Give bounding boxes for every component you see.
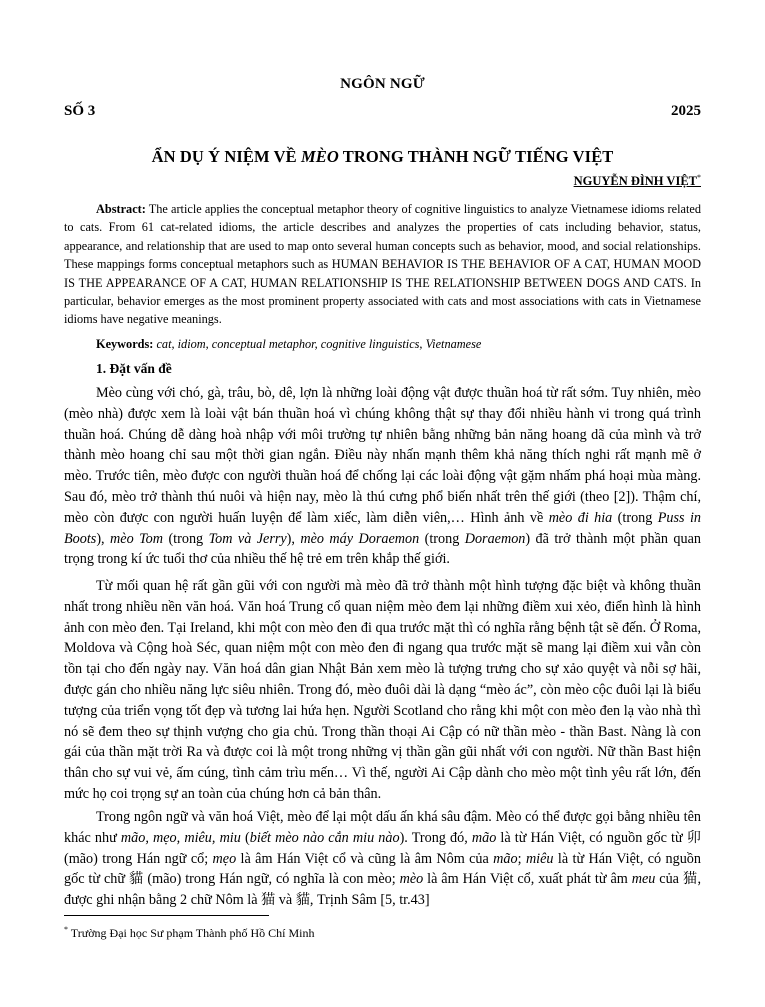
footnote-divider [64,915,269,916]
p3-italic-4: mẹo [212,850,237,867]
author-name-text: NGUYỄN ĐÌNH VIỆT [573,174,697,189]
issue-year: 2025 [671,103,701,119]
body-paragraph-1 [64,383,701,570]
body-paragraph-3 [64,807,701,911]
keywords-text: cat, idiom, conceptual metaphor, cognitive linguistics, Vietnamese [153,337,482,351]
abstract-label: Abstract: [96,202,146,216]
abstract [64,200,701,329]
p3-italic-7: mèo [399,871,424,888]
abstract-text: The article applies the conceptual metaphor theory of cognitive linguistics to analyze Vietnamese idioms related to cats. From 61 cat-related idioms, the article describes and analyzes the properties of cats including behavior, status, appearance, and relationship that are used to map onto several human concepts such as behavior, mood, and social relationships. These mappings forms conceptual metaphors such as HUMAN BEHAVIOR IS THE BEHAVIOR OF A CAT, HUMAN MOOD IS THE APPEARANCE OF A CAT, HUMAN RELATIONSHIP IS THE RELATIONSHIP BETWEEN DOGS AND CATS. In particular, behavior emerges as the most prominent property associated with cats and most associations with cats in Vietnamese idioms have negative meanings. [64,202,701,327]
p3-text-g: là từ Hán Việt, có nguồn gốc từ chữ 貓 (mão) trong Hán ngữ, có nghĩa là con mèo; [64,850,701,888]
p1-text-c: ), [96,530,111,547]
p3-italic-6: miêu [525,850,554,867]
p3-italic-5: mão [493,850,518,867]
title-part-1: ẨN DỤ Ý NIỆM VỀ [151,147,301,166]
p3-italic-1: mão, mẹo, miêu, miu [120,829,241,846]
author-name [574,173,701,189]
p1-italic-1: mèo đi hia [548,509,613,526]
p1-italic-3: mèo Tom [110,530,164,547]
title-part-3: TRONG THÀNH NGỮ TIẾNG VIỆT [338,147,614,166]
p3-text-j: của 猫, được ghi nhận bằng 2 chữ Nôm là 猫 và 貓, Trịnh Sâm [5, tr.43] [64,871,701,909]
p1-text-g: ) đã trở thành một phần quan trọng trong kí ức tuổi thơ của nhiều thế hệ trẻ em trên khắp thế giới. [64,530,701,568]
p1-text-f: (trong [419,530,465,547]
journal-name: NGÔN NGỮ [340,76,425,92]
keywords-label: Keywords: [96,337,154,351]
p1-italic-5: mèo máy Doraemon [300,530,420,547]
title-part-2: MÈO [300,147,339,166]
p1-italic-2: Puss in Boots [64,509,701,547]
p1-text-a: Mèo cùng với chó, gà, trâu, bò, dê, lợn là những loài động vật được thuần hoá từ rất sớm. Tuy nhiên, mèo (mèo nhà) được xem là loài vật bán thuần hoá vì chúng không thật sự thay đổi nhiều hành vi trong quá trình thuần hoá. Chúng dễ dàng hoà nhập với môi trường tự nhiên bằng những bản năng hoang dã của mình và trở thành mèo hoang chỉ sau một thời gian ngắn. Điều này nhấn mạnh thêm khả năng thích nghi rất mạnh mẽ ở mèo. Trước tiên, mèo được con người thuần hoá để chống lại các loài động vật gặm nhấm phá hoại mùa màng. Sau đó, mèo trở thành thú nuôi và hiện nay, mèo là thú cưng phổ biến nhất trên thế giới (theo [2]). Thậm chí, mèo còn được con người huấn luyện để làm xiếc, làm diễn viên,… Hình ảnh về [64,385,701,526]
footnote-text: Trường Đại học Sư phạm Thành phố Hồ Chí Minh [68,926,315,940]
section-heading: 1. Đặt vấn đề [96,361,172,376]
footnote [64,925,314,941]
keywords [96,337,481,352]
p1-italic-6: Doraemon [464,530,526,547]
p3-text-b: ( [240,829,250,846]
article-title [64,147,701,167]
p1-text-d: (trong [163,530,209,547]
p3-text-d: là từ Hán Việt, có nguồn gốc từ 卯 (mão) trong Hán ngữ cổ; [64,829,701,867]
p3-text-e: là âm Hán Việt cổ và cũng là âm Nôm của [236,850,494,867]
p3-text-h: là âm Hán Việt cổ, xuất phát từ âm [423,871,632,888]
p3-italic-2: biết mèo nào cắn miu nào [249,829,400,846]
p1-text-b: (trong [612,509,658,526]
p3-text-f: ; [517,850,526,867]
p3-italic-8: meu [631,871,656,888]
p3-text-a: Trong ngôn ngữ và văn hoá Việt, mèo để lại một dấu ấn khá sâu đậm. Mèo có thể được gọi bằng nhiều tên khác như [64,809,701,846]
issue-row [64,103,701,123]
footnote-mark: * [64,925,68,934]
body-paragraph-2: Từ mối quan hệ rất gần gũi với con người mà mèo đã trở thành một hình tượng đặc biệt và không thuần nhất trong nhiều nền văn hoá. Văn hoá Trung cổ quan niệm mèo đem lại những điềm xui xẻo, điển hình là hình ảnh con mèo đen. Tại Ireland, khi một con mèo đen đi qua trước mặt thì có nghĩa rằng bệnh tật sẽ đến. Ở Roma, Moldova và Cộng hoà Séc, quan niệm một con mèo đen đi ngang qua trước mặt sẽ mang lại điềm xui vẫn còn tồn tại cho đến ngày nay. Văn hoá dân gian Nhật Bản xem mèo là tượng trưng cho sự xảo quyệt và nỗi sợ hãi, được gán cho nhiều năng lực siêu nhiên. Trong đó, mèo đuôi dài là dạng “mèo ác”, còn mèo cộc đuôi lại là biểu tượng của triển vọng tốt đẹp và tương lai hứa hẹn. Người Scotland cho rằng khi một con mèo đen lạ vào nhà thì nó sẽ đem theo sự thịnh vượng cho gia chủ. Trong thần thoại Ai Cập có nữ thần mèo - thần Bast. Nàng là con gái của thần mặt trời Ra và được coi là một trong những vị thần gần gũi nhất với con người. Nữ thần Bast hiện thân cho sự vui vẻ, ấm cúng, tình cảm trìu mến… Vì thế, người Ai Cập dành cho mèo một tình yêu rất lớn, đến mức họ coi trọng sự an toàn của chúng hơn cả bản thân. [64,578,701,802]
p1-text-e: ), [286,530,301,547]
p1-italic-4: Tom và Jerry [208,530,287,547]
author-footnote-mark: * [697,173,701,182]
p3-text-c: ). Trong đó, [399,829,472,846]
p3-italic-3: mão [471,829,497,846]
issue-number: SỐ 3 [64,103,96,119]
